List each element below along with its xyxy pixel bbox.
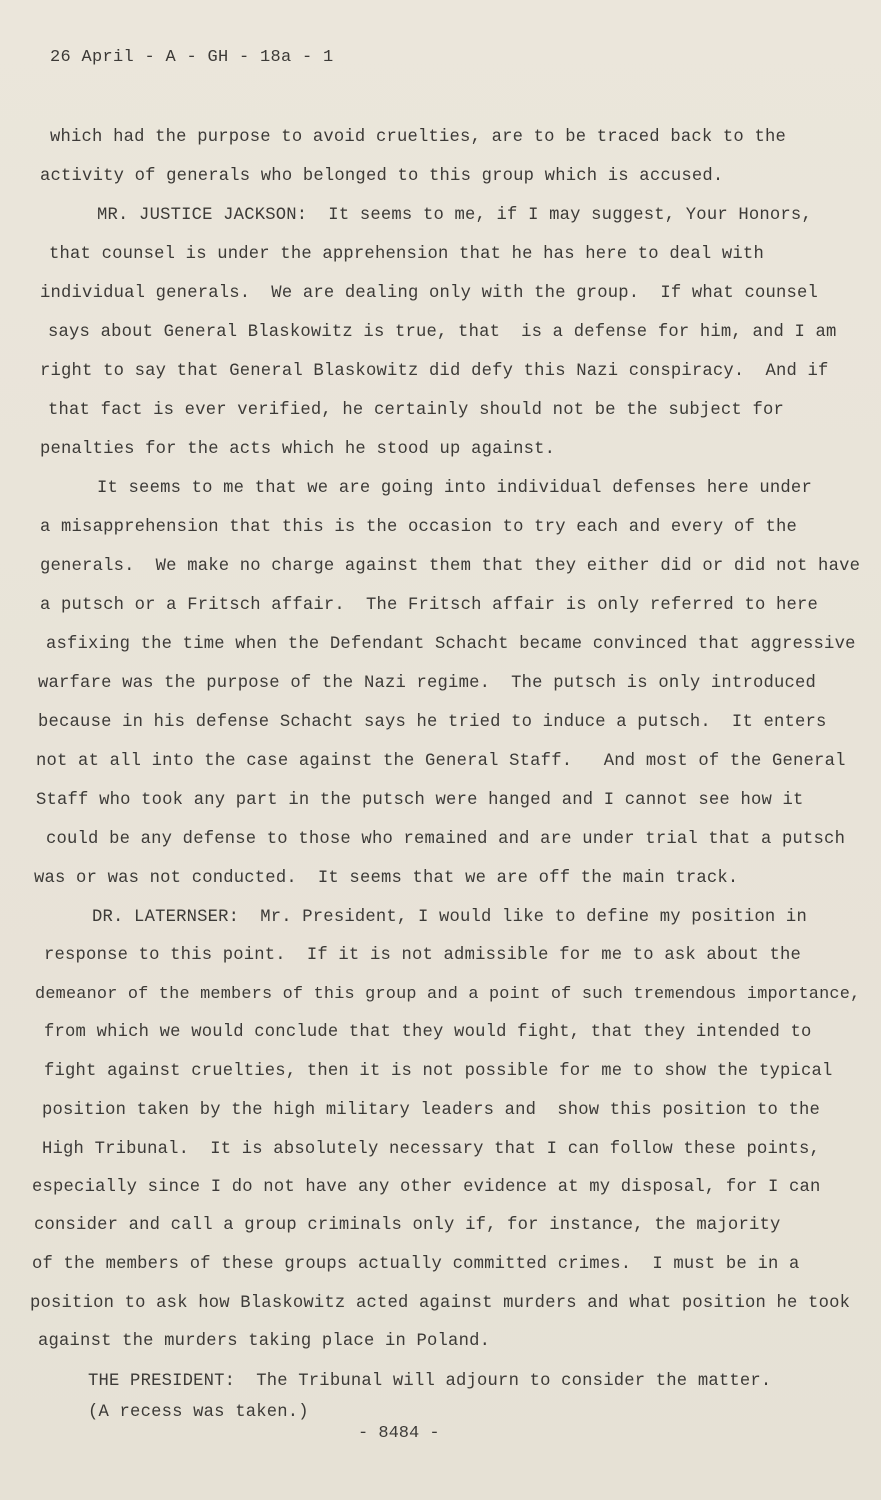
text-line: that counsel is under the apprehension that he has here to deal with: [49, 245, 764, 264]
text-line: a misapprehension that this is the occasion to try each and every of the: [40, 518, 798, 537]
text-line: not at all into the case against the General Staff. And most of the General: [36, 752, 846, 771]
text-line: demeanor of the members of this group and a point of such tremendous importance,: [35, 985, 861, 1004]
text-line: a putsch or a Fritsch affair. The Fritsch affair is only referred to here: [40, 596, 819, 615]
text-line: that fact is ever verified, he certainly should not be the subject for: [48, 401, 784, 420]
page-number: - 8484 -: [358, 1424, 440, 1443]
text-line: It seems to me that we are going into individual defenses here under: [97, 479, 812, 498]
text-line: of the members of these groups actually committed crimes. I must be in a: [32, 1255, 800, 1274]
text-line: warfare was the purpose of the Nazi regime. The putsch is only introduced: [38, 674, 817, 693]
text-line: fight against cruelties, then it is not possible for me to show the typical: [44, 1062, 833, 1081]
text-line: THE PRESIDENT: The Tribunal will adjourn to consider the matter.: [88, 1372, 772, 1391]
text-line: from which we would conclude that they would fight, that they intended to: [44, 1023, 812, 1042]
text-line: asfixing the time when the Defendant Schacht became convinced that aggressive: [46, 635, 856, 654]
text-line: High Tribunal. It is absolutely necessary that I can follow these points,: [42, 1140, 821, 1159]
text-line: Staff who took any part in the putsch were hanged and I cannot see how it: [36, 791, 804, 810]
text-line: response to this point. If it is not admissible for me to ask about the: [44, 946, 802, 965]
text-line: against the murders taking place in Poland.: [38, 1332, 491, 1351]
text-line: activity of generals who belonged to this group which is accused.: [40, 167, 724, 186]
text-line: MR. JUSTICE JACKSON: It seems to me, if I may suggest, Your Honors,: [97, 206, 812, 225]
text-line: individual generals. We are dealing only with the group. If what counsel: [40, 284, 819, 303]
text-line: right to say that General Blaskowitz did defy this Nazi conspiracy. And if: [40, 362, 829, 381]
text-line: because in his defense Schacht says he tried to induce a putsch. It enters: [38, 713, 827, 732]
text-line: DR. LATERNSER: Mr. President, I would like to define my position in: [92, 908, 807, 927]
text-line: says about General Blaskowitz is true, that is a defense for him, and I am: [48, 323, 837, 342]
text-line: position taken by the high military leaders and show this position to the: [42, 1101, 821, 1120]
text-line: position to ask how Blaskowitz acted against murders and what position he took: [30, 1294, 851, 1313]
text-line: could be any defense to those who remained and are under trial that a putsch: [46, 830, 846, 849]
text-line: which had the purpose to avoid cruelties, are to be traced back to the: [50, 128, 786, 147]
text-line: consider and call a group criminals only if, for instance, the majority: [34, 1216, 781, 1235]
text-line: generals. We make no charge against them that they either did or did not have: [40, 557, 861, 576]
text-line: was or was not conducted. It seems that we are off the main track.: [34, 869, 739, 888]
text-line: especially since I do not have any other evidence at my disposal, for I can: [32, 1178, 821, 1197]
page-header: 26 April - A - GH - 18a - 1: [50, 48, 334, 67]
text-line: (A recess was taken.): [88, 1403, 309, 1422]
text-line: penalties for the acts which he stood up against.: [40, 440, 556, 459]
